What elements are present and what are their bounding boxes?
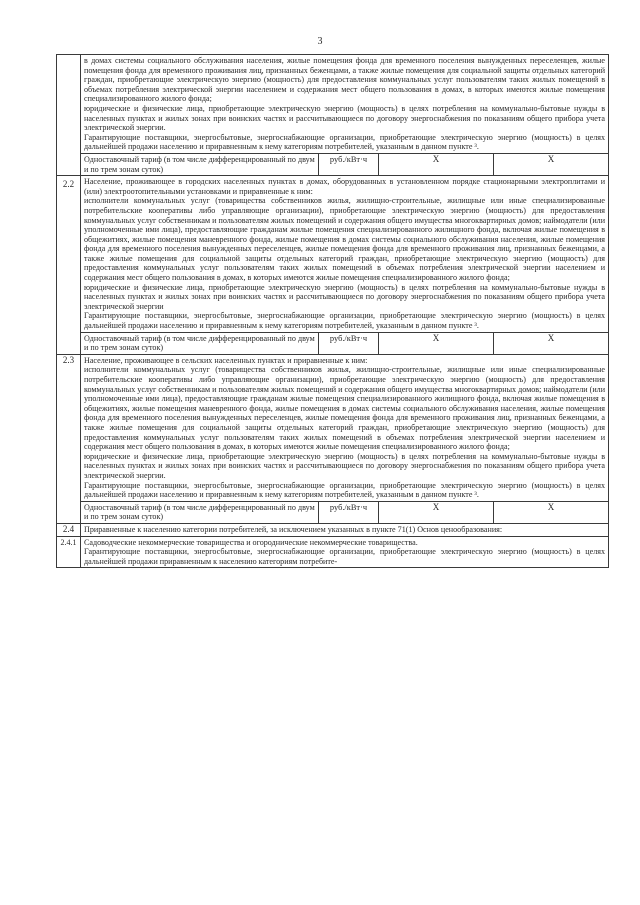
tariff-value-2: X [494,332,609,354]
row-number: 2.4 [57,523,81,536]
row-paragraph: исполнители коммунальных услуг (товарищества собственников жилья, жилищно-строительные, жилищные или иные специализированные потребительские кооперативы либо управляющие организации), приобретающие электрическую энергию (мощность) для предоставления коммунальных услуг собственникам и пользователям жилых помещений и содержания общего имущества многоквартирных домов; наймодатели (или уполномоченные ими лица), предоставляющие гражданам жилые помещения специализированного жилищного фонда, включая жилые помещения в общежитиях, жилые помещения маневренного фонда, жилые помещения в домах системы социального обслуживания населения, жилые помещения фонда для временного поселения вынужденных переселенцев, жилые помещения фонда для временного проживания лиц, признанных беженцами, а также жилые помещения для социальной защиты отдельных категорий граждан, приобретающие электрическую энергию (мощность) для предоставления коммунальных услуг пользователям таких жилых помещений в объемах потребления электрической энергии населением и содержания мест общего пользования в домах, в которых имеются жилые помещения специализированного жилого фонда; [84,196,606,283]
tariff-row [57,332,609,354]
row-paragraph: Население, проживающее в городских населенных пунктах в домах, оборудованных в установленном порядке стационарными электроплитами и (или) электроотопительными установками и приравненные к ним: [84,177,606,196]
tariff-value-1: X [379,153,494,175]
row-number [57,55,81,176]
row-paragraph: в домах системы социального обслуживания населения, жилые помещения фонда для временного поселения вынужденных переселенцев, жилые помещения фонда для временного проживания лиц, признанных беженцами, а также жилые помещения для социальной защиты отдельных категорий граждан, приобретающие электрическую энергию (мощность) для предоставления коммунальных услуг пользователям таких жилых помещений в объемах потребления электрической энергии населением и содержания мест общего пользования в домах, в которых имеются жилые помещения специализированного жилого фонда; [84,56,606,104]
table-row [57,354,609,501]
row-paragraph: исполнители коммунальных услуг (товарищества собственников жилья, жилищно-строительные, жилищные или иные специализированные потребительские кооперативы либо управляющие организации), приобретающие электрическую энергию (мощность) для предоставления коммунальных услуг собственникам и пользователям жилых помещений и содержания общего имущества многоквартирных домов; наймодатели (или уполномоченные ими лица), предоставляющие гражданам жилые помещения специализированного жилищного фонда, включая жилые помещения в общежитиях, жилые помещения маневренного фонда, жилые помещения в домах системы социального обслуживания населения, жилые помещения фонда для временного поселения вынужденных переселенцев, жилые помещения фонда для временного проживания лиц, признанных беженцами, а также жилые помещения для социальной защиты отдельных категорий граждан, приобретающие электрическую энергию (мощность) для предоставления коммунальных услуг пользователям таких жилых помещений в объемах потребления электрической энергии населением и содержания мест общего пользования в домах, в которых имеются жилые помещения специализированного жилого фонда; [84,365,606,452]
tariff-row [57,501,609,523]
tariff-label: Одноставочный тариф (в том числе дифференцированный по двум и по трем зонам суток) [81,332,319,354]
row-number: 2.2 [57,176,81,355]
row-paragraph: Гарантирующие поставщики, энергосбытовые, энергоснабжающие организации, приобретающие электрическую энергию (мощность) в целях дальнейшей продажи населению и приравненным к нему категориям потребителей, указанным в данном пункте ³. [84,132,606,152]
row-paragraph: Население, проживающее в сельских населенных пунктах и приравненные к ним: [84,355,368,365]
tariff-unit: руб./кВт·ч [319,501,379,523]
row-paragraph: юридические и физические лица, приобретающие электрическую энергию (мощность) в целях потребления на коммунально-бытовые нужды в населенных пунктах и жилых зонах при воинских частях и рассчитывающиеся по договору энергоснабжения по показаниям общего прибора учета электрической энергии. [84,451,606,480]
row-paragraph: Гарантирующие поставщики, энергосбытовые, энергоснабжающие организации, приобретающие электрическую энергию (мощность) в целях дальнейшей продажи приравненным к населению категориям потребите- [84,547,606,566]
tariff-row [57,153,609,175]
row-paragraph: юридические и физические лица, приобретающие электрическую энергию (мощность) в целях потребления на коммунально-бытовые нужды в населенных пунктах и жилых зонах при воинских частях и рассчитывающиеся по договору энергоснабжения по показаниям общего прибора учета электрической энергии. [84,103,606,133]
row-description: Приравненные к населению категории потребителей, за исключением указанных в пункте 71(1) Основ ценообразования: [81,523,609,536]
tariff-value-1: X [379,501,494,523]
table-row [57,523,609,536]
tariff-label: Одноставочный тариф (в том числе дифференцированный по двум и по трем зонам суток) [81,153,319,175]
table-row [57,536,609,568]
tariff-unit: руб./кВт·ч [319,153,379,175]
tariff-label: Одноставочный тариф (в том числе дифференцированный по двум и по трем зонам суток) [81,501,319,523]
page-number: 3 [317,36,323,47]
table-row [57,176,609,333]
row-number: 2.3 [57,354,81,523]
row-description [81,536,609,568]
row-paragraph: юридические и физические лица, приобретающие электрическую энергию (мощность) в целях потребления на коммунально-бытовые нужды в населенных пунктах и жилых зонах при воинских частях и рассчитывающиеся по договору энергоснабжения по показаниям общего прибора учета электрической энергии [84,282,606,311]
row-paragraph: Гарантирующие поставщики, энергосбытовые, энергоснабжающие организации, приобретающие электрическую энергию (мощность) в целях дальнейшей продажи населению и приравненным к нему категориям потребителей, указанным в данном пункте ³. [84,480,606,500]
row-paragraph: Гарантирующие поставщики, энергосбытовые, энергоснабжающие организации, приобретающие электрическую энергию (мощность) в целях дальнейшей продажи населению и приравненным к нему категориям потребителей, указанным в данном пункте ³. [84,311,606,331]
row-description [81,176,609,333]
row-number: 2.4.1 [57,536,81,568]
tariff-unit: руб./кВт·ч [319,332,379,354]
tariff-value-2: X [494,501,609,523]
row-description [81,354,609,501]
tariff-value-2: X [494,153,609,175]
row-paragraph: Садоводческие некоммерческие товарищества и огороднические некоммерческие товарищества. [84,537,418,547]
table-row [57,55,609,154]
tariff-value-1: X [379,332,494,354]
row-description [81,55,609,154]
tariff-table [56,54,609,568]
